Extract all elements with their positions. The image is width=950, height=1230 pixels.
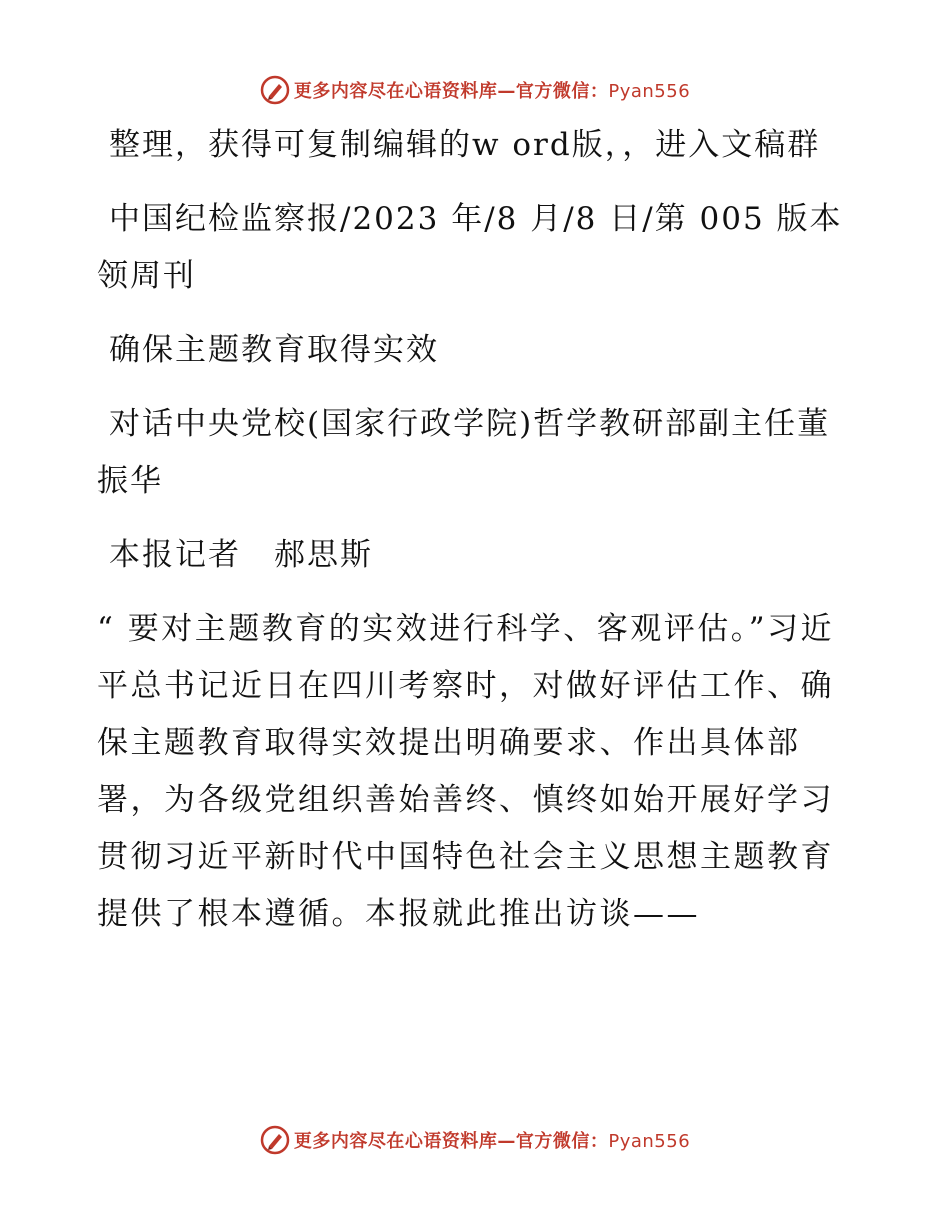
header-watermark [0, 70, 950, 110]
source-line: 中国纪检监察报/2023 年/8 月/8 日/第 005 版本领周刊 [97, 201, 843, 294]
watermark-wechat-id: Pyan556 [608, 81, 691, 102]
byline: 本报记者 郝思斯 [109, 537, 373, 573]
watermark-wechat-id: Pyan556 [608, 1131, 691, 1152]
article-title: 确保主题教育取得实效 [109, 332, 439, 368]
article-subtitle: 对话中央党校(国家行政学院)哲学教研部副主任董振华 [97, 406, 831, 499]
body-paragraph: “ 要对主题教育的实效进行科学、客观评估。”习近平总书记近日在四川考察时，对做好评估工作、确保主题教育取得实效提出明确要求、作出具体部署，为各级党组织善始善终、慎终如始开展好学习贯彻习近平新时代中国特色社会主义思想主题教育提供了根本遵循。本报就此推出访谈—— [97, 611, 835, 932]
pen-logo-icon [260, 75, 290, 105]
document-body [97, 117, 857, 960]
pen-logo-icon [260, 1125, 290, 1155]
watermark-text: 更多内容尽在心语资料库—官方微信：Pyan556 [293, 81, 691, 102]
footer-watermark [0, 1120, 950, 1160]
watermark-text: 更多内容尽在心语资料库—官方微信：Pyan556 [293, 1131, 691, 1152]
intro-note: 整理，获得可复制编辑的w ord版，，进入文稿群 [109, 127, 821, 163]
